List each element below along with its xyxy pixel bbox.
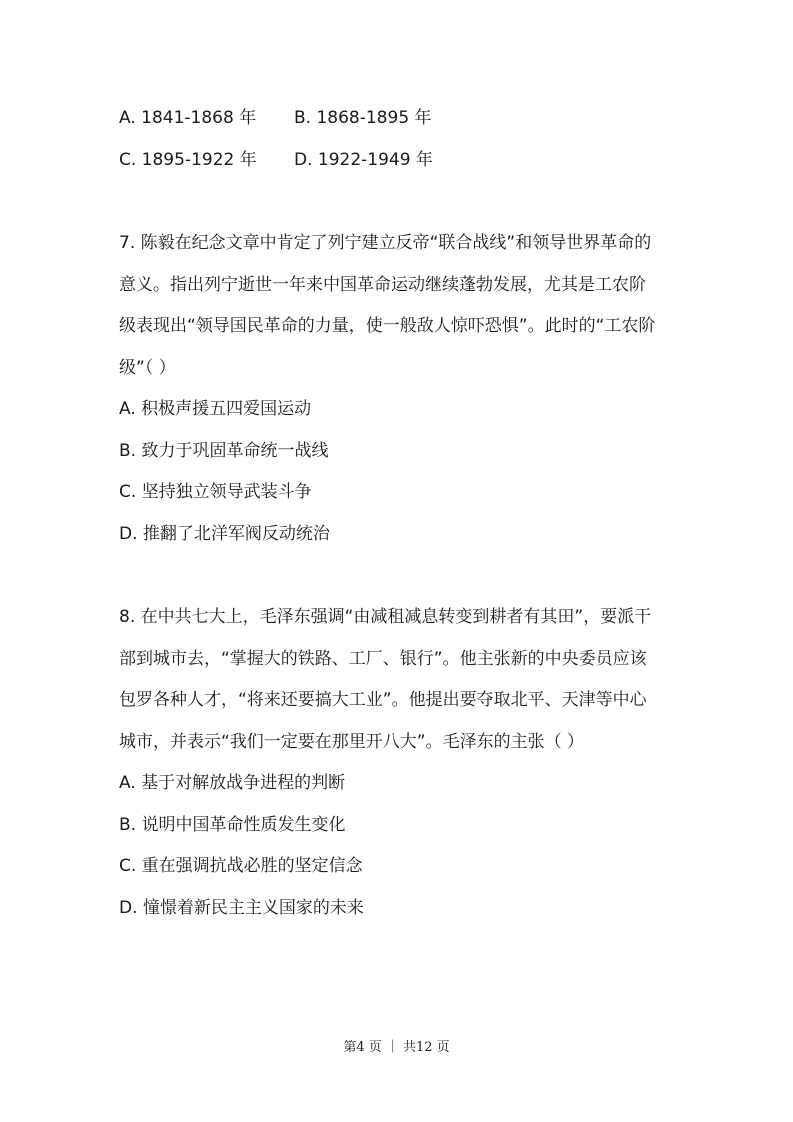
q8-option-d: D. 憧憬着新民主主义国家的未来 bbox=[119, 898, 364, 918]
q7-option-a: A. 积极声援五四爱国运动 bbox=[119, 399, 312, 419]
q6-option-b: B. 1868-1895 年 bbox=[294, 108, 432, 128]
q8-option-b: B. 说明中国革命性质发生变化 bbox=[119, 815, 346, 835]
q7-option-b: B. 致力于巩固革命统一战线 bbox=[119, 441, 329, 461]
q7-option-d: D. 推翻了北洋军阀反动统治 bbox=[119, 524, 330, 544]
page-footer: 第4 页 ｜ 共12 页 bbox=[343, 1040, 450, 1055]
q8-option-a: A. 基于对解放战争进程的判断 bbox=[119, 773, 346, 793]
q8-stem-line-1: 8. 在中共七大上，毛泽东强调“由减租减息转变到耕者有其田”，要派干 bbox=[119, 607, 652, 627]
q6-option-c: C. 1895-1922 年 bbox=[119, 150, 257, 170]
q6-option-d: D. 1922-1949 年 bbox=[294, 150, 433, 170]
q7-stem-line-4: 级”（ ） bbox=[119, 358, 176, 378]
q7-stem-line-2: 意义。指出列宁逝世一年来中国革命运动继续蓬勃发展，尤其是工农阶 bbox=[119, 275, 646, 295]
q6-option-a: A. 1841-1868 年 bbox=[119, 108, 257, 128]
q7-stem-line-3: 级表现出“领导国民革命的力量，使一般敌人惊吓恐惧”。此时的“工农阶 bbox=[119, 316, 656, 336]
q7-stem-line-1: 7. 陈毅在纪念文章中肯定了列宁建立反帝“联合战线”和领导世界革命的 bbox=[119, 233, 652, 253]
q8-stem-line-3: 包罗各种人才，“将来还要搞大工业”。他提出要夺取北平、天津等中心 bbox=[119, 690, 647, 710]
q8-option-c: C. 重在强调抗战必胜的坚定信念 bbox=[119, 856, 363, 876]
q8-stem-line-2: 部到城市去，“掌握大的铁路、工厂、银行”。他主张新的中央委员应该 bbox=[119, 649, 647, 669]
q8-stem-line-4: 城市，并表示“我们一定要在那里开八大”。毛泽东的主张（ ） bbox=[119, 732, 585, 752]
q7-option-c: C. 坚持独立领导武装斗争 bbox=[119, 482, 312, 502]
